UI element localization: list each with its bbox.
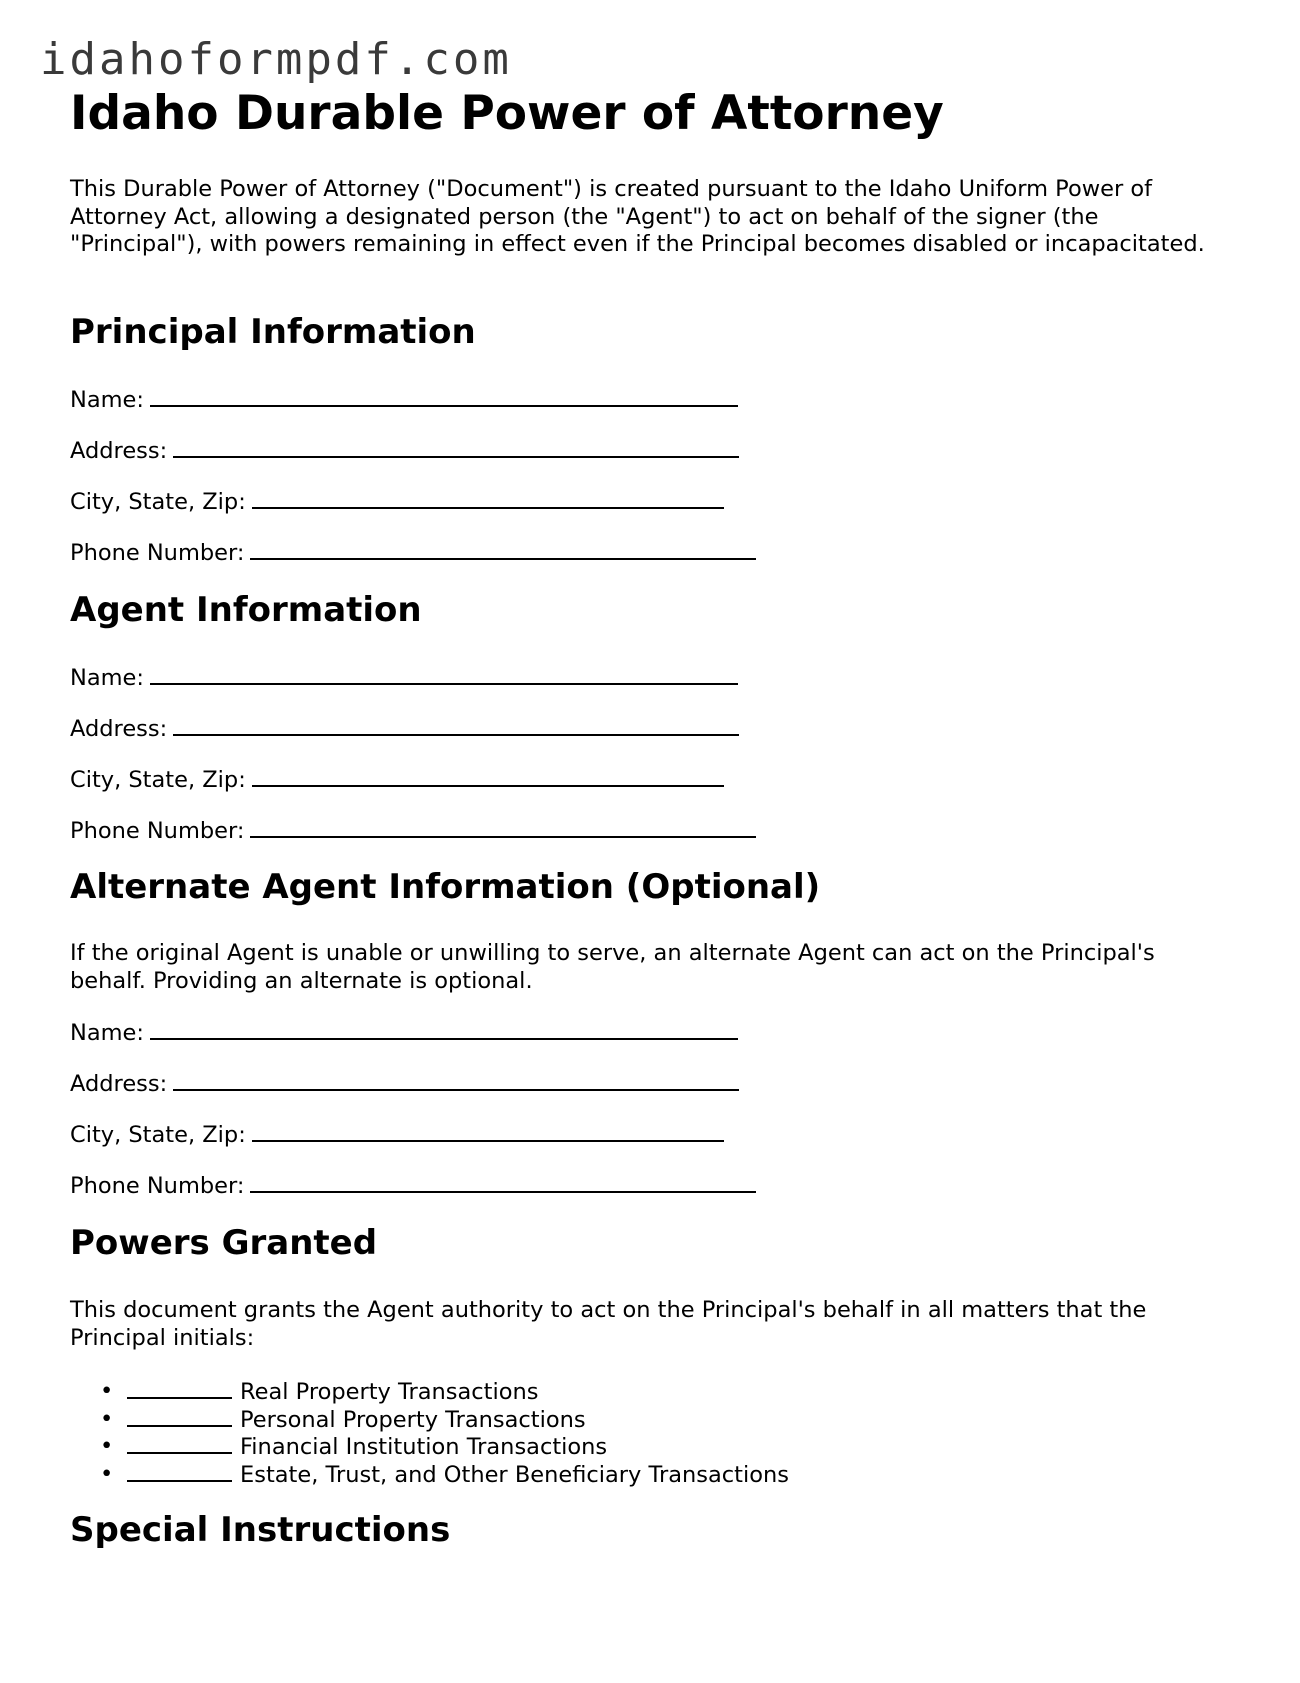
alternate-address-label: Address: bbox=[70, 1071, 168, 1097]
principal-heading: Principal Information bbox=[70, 312, 476, 352]
powers-description: This document grants the Agent authority to act on the Principal's behalf in all matters that the Principal initials: bbox=[70, 1297, 1147, 1351]
alternate-name-line[interactable] bbox=[150, 1020, 738, 1040]
special-heading: Special Instructions bbox=[70, 1510, 451, 1550]
powers-list-item bbox=[100, 1461, 789, 1489]
principal-city-label: City, State, Zip: bbox=[70, 489, 246, 515]
initials-line[interactable] bbox=[127, 1433, 232, 1454]
intro-paragraph: This Durable Power of Attorney ("Document") is created pursuant to the Idaho Uniform Power of Attorney Act, allowing a designated person (the "Agent") to act on behalf of the signer (the "Principal"), with powers remaining in effect even if the Principal becomes disabled or incapacitated. bbox=[70, 176, 1205, 257]
alternate-heading: Alternate Agent Information (Optional) bbox=[70, 867, 821, 907]
agent-name-field bbox=[70, 664, 738, 692]
alternate-address-line[interactable] bbox=[173, 1071, 739, 1091]
principal-name-field bbox=[70, 386, 738, 414]
alternate-address-field bbox=[70, 1070, 739, 1098]
agent-name-line[interactable] bbox=[150, 665, 738, 685]
powers-heading: Powers Granted bbox=[70, 1223, 378, 1263]
principal-phone-line[interactable] bbox=[250, 540, 756, 560]
agent-heading: Agent Information bbox=[70, 590, 422, 630]
powers-list-item bbox=[100, 1406, 789, 1434]
power-label: Financial Institution Transactions bbox=[240, 1434, 608, 1460]
alternate-description: If the original Agent is unable or unwilling to serve, an alternate Agent can act on the Principal's behalf. Providing an alternate is optional. bbox=[70, 940, 1155, 994]
alternate-city-line[interactable] bbox=[252, 1122, 724, 1142]
initials-line[interactable] bbox=[127, 1378, 232, 1399]
agent-city-line[interactable] bbox=[252, 767, 724, 787]
page-title: Idaho Durable Power of Attorney bbox=[70, 86, 944, 141]
principal-phone-field bbox=[70, 539, 756, 567]
alternate-name-field bbox=[70, 1019, 738, 1047]
agent-address-label: Address: bbox=[70, 716, 168, 742]
agent-address-field bbox=[70, 715, 739, 743]
alternate-phone-field bbox=[70, 1172, 756, 1200]
alternate-phone-line[interactable] bbox=[250, 1173, 756, 1193]
principal-phone-label: Phone Number: bbox=[70, 540, 245, 566]
principal-city-line[interactable] bbox=[252, 489, 724, 509]
powers-list-item bbox=[100, 1378, 789, 1406]
alternate-phone-label: Phone Number: bbox=[70, 1173, 245, 1199]
initials-line[interactable] bbox=[127, 1461, 232, 1482]
agent-city-field bbox=[70, 766, 724, 794]
agent-address-line[interactable] bbox=[173, 716, 739, 736]
agent-phone-label: Phone Number: bbox=[70, 818, 245, 844]
alternate-city-field bbox=[70, 1121, 724, 1149]
principal-name-line[interactable] bbox=[150, 387, 738, 407]
powers-list-item bbox=[100, 1433, 789, 1461]
power-label: Real Property Transactions bbox=[240, 1379, 539, 1405]
power-label: Personal Property Transactions bbox=[240, 1406, 586, 1433]
agent-city-label: City, State, Zip: bbox=[70, 767, 246, 793]
alternate-name-label: Name: bbox=[70, 1020, 144, 1046]
alternate-city-label: City, State, Zip: bbox=[70, 1122, 246, 1148]
powers-list bbox=[100, 1378, 789, 1488]
agent-phone-field bbox=[70, 817, 756, 845]
agent-phone-line[interactable] bbox=[250, 818, 756, 838]
principal-city-field bbox=[70, 488, 724, 516]
agent-name-label: Name: bbox=[70, 665, 144, 691]
principal-address-label: Address: bbox=[70, 438, 168, 464]
power-label: Estate, Trust, and Other Beneficiary Transactions bbox=[240, 1461, 789, 1488]
watermark: idahoformpdf.com bbox=[40, 34, 512, 85]
principal-address-line[interactable] bbox=[173, 438, 739, 458]
principal-address-field bbox=[70, 437, 739, 465]
principal-name-label: Name: bbox=[70, 387, 144, 413]
initials-line[interactable] bbox=[127, 1406, 232, 1427]
